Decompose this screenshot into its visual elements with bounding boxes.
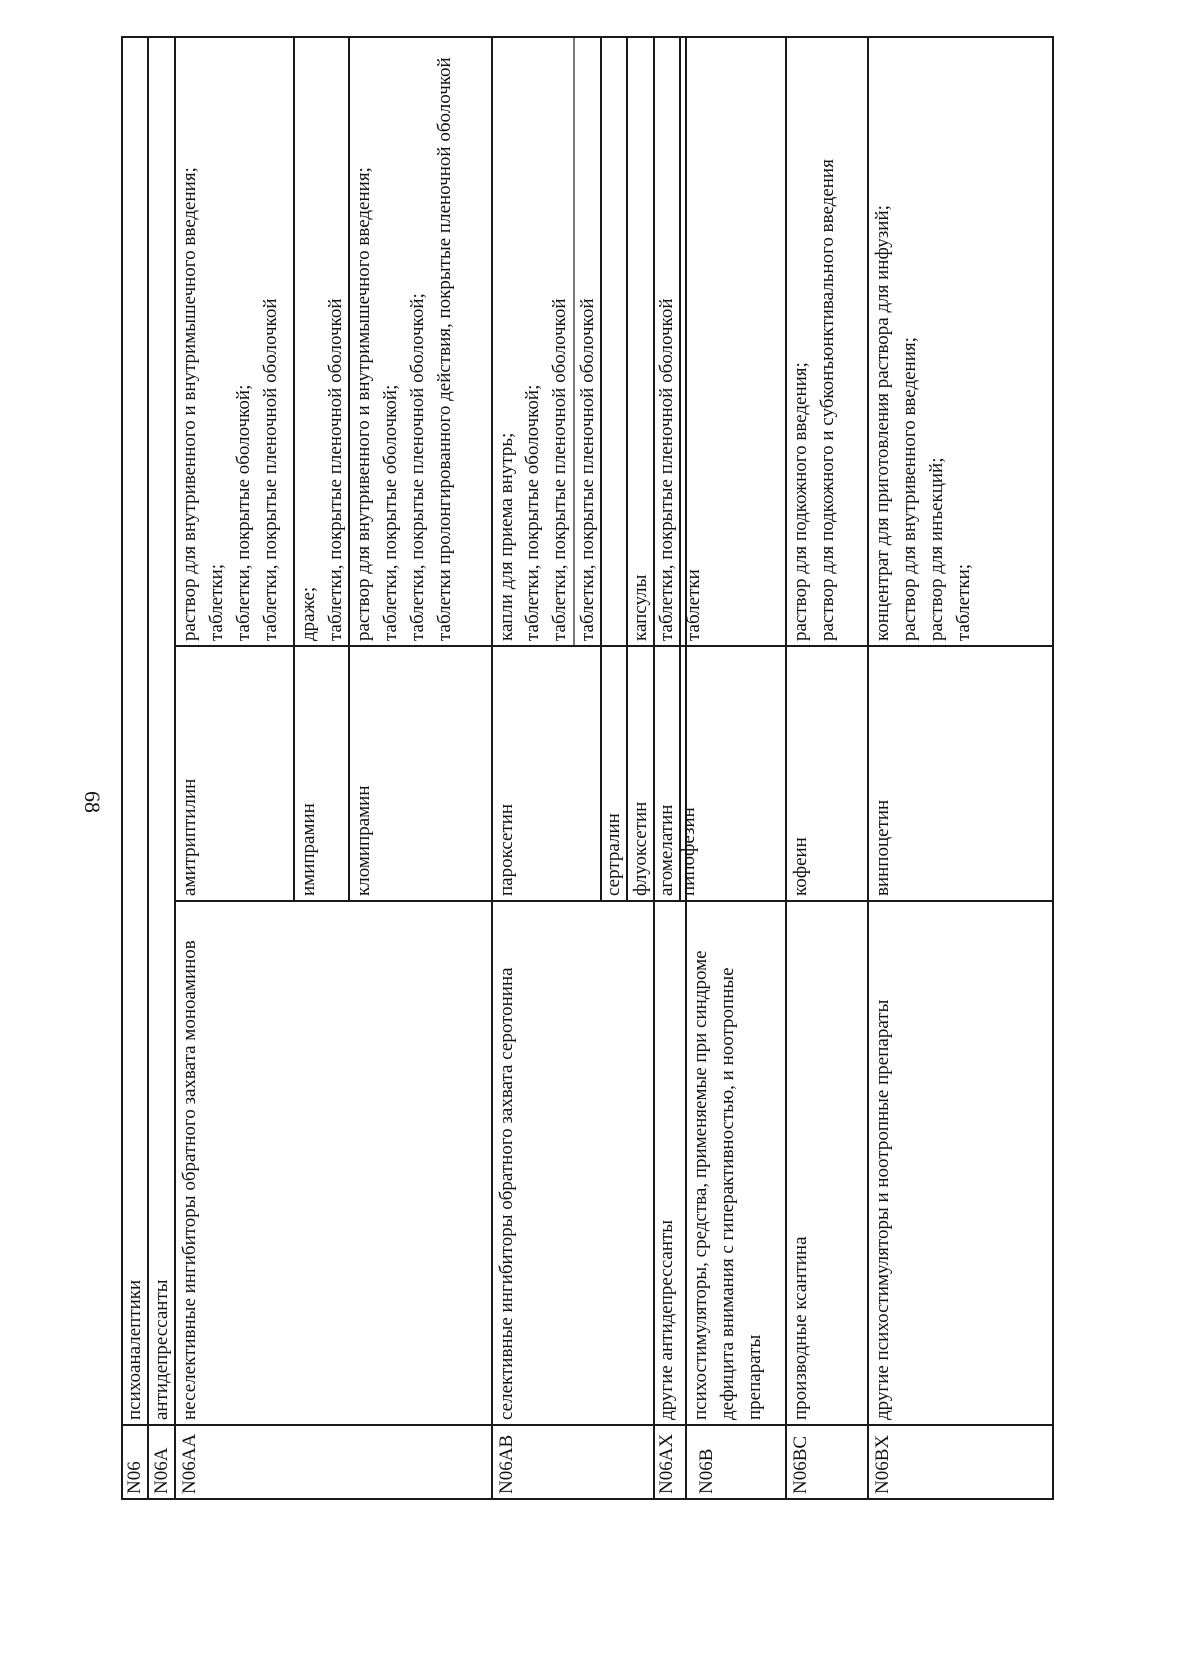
group-name: другие психостимуляторы и ноотропные препараты (872, 999, 893, 1420)
dosage-forms: таблетки, покрытые пленочной оболочкой (577, 298, 598, 641)
page-number: 68 (80, 791, 105, 813)
drug-name: пароксетин (496, 803, 517, 896)
drug-name: кломипрамин (353, 785, 374, 896)
dosage-forms: таблетки, покрытые пленочной оболочкой (656, 298, 677, 641)
drug-name: винпоцетин (872, 799, 893, 896)
drug-name: пипофезин (678, 807, 699, 896)
dosage-forms: таблетки (683, 569, 704, 641)
dosage-forms: капсулы (630, 574, 651, 641)
drug-table (121, 36, 1054, 1500)
dosage-forms: раствор для внутривенного и внутримышечного введения; таблетки, покрытые оболочкой; таблетки, покрытые пленочной оболочкой; таблетки пролонгированного действия, покрытые пленочной оболочкой (353, 57, 455, 641)
atc-code: N06BX (872, 1434, 893, 1494)
drug-name: флуоксетин (630, 801, 651, 896)
drug-name: агомелатин (656, 804, 677, 896)
dosage-forms: капли для приема внутрь; (496, 432, 517, 641)
group-name: психоаналептики (124, 1279, 145, 1420)
atc-code: N06AX (656, 1433, 677, 1494)
dosage-forms: раствор для подкожного введения; раствор для подкожного и субконъюнктивального введения (790, 159, 838, 641)
drug-name: кофеин (790, 837, 811, 896)
drug-name: имипрамин (298, 803, 319, 896)
atc-code: N06A (151, 1447, 172, 1494)
drug-table-frame (121, 36, 1054, 1500)
group-name: неселективные ингибиторы обратного захвата моноаминов (179, 940, 200, 1420)
dosage-forms: таблетки, покрытые пленочной оболочкой (549, 298, 570, 641)
group-name: селективные ингибиторы обратного захвата серотонина (496, 967, 517, 1420)
atc-code: N06AB (496, 1434, 517, 1494)
dosage-forms: таблетки, покрытые оболочкой; (522, 384, 543, 641)
group-name: психостимуляторы, средства, применяемые при синдроме дефицита внимания с гиперактивностью, и ноотропные препараты (690, 950, 765, 1420)
dosage-forms: драже; таблетки, покрытые пленочной оболочкой (298, 298, 346, 641)
atc-code: N06B (696, 1448, 717, 1494)
drug-name: амитриптилин (179, 778, 200, 896)
drug-name: сертралин (603, 813, 624, 896)
atc-code: N06AA (179, 1433, 200, 1494)
group-name: производные ксантина (790, 1236, 811, 1420)
atc-code: N06BC (790, 1435, 811, 1494)
dosage-forms: раствор для внутривенного и внутримышечного введения; таблетки; таблетки, покрытые оболочкой; таблетки, покрытые пленочной оболочкой (179, 167, 281, 641)
group-name: антидепрессанты (151, 1279, 172, 1420)
group-name: другие антидепрессанты (656, 1219, 677, 1420)
dosage-forms: концентрат для приготовления раствора для инфузий; раствор для внутривенного введения; раствор для инъекций; таблетки; (872, 205, 974, 641)
atc-code: N06 (124, 1461, 145, 1494)
